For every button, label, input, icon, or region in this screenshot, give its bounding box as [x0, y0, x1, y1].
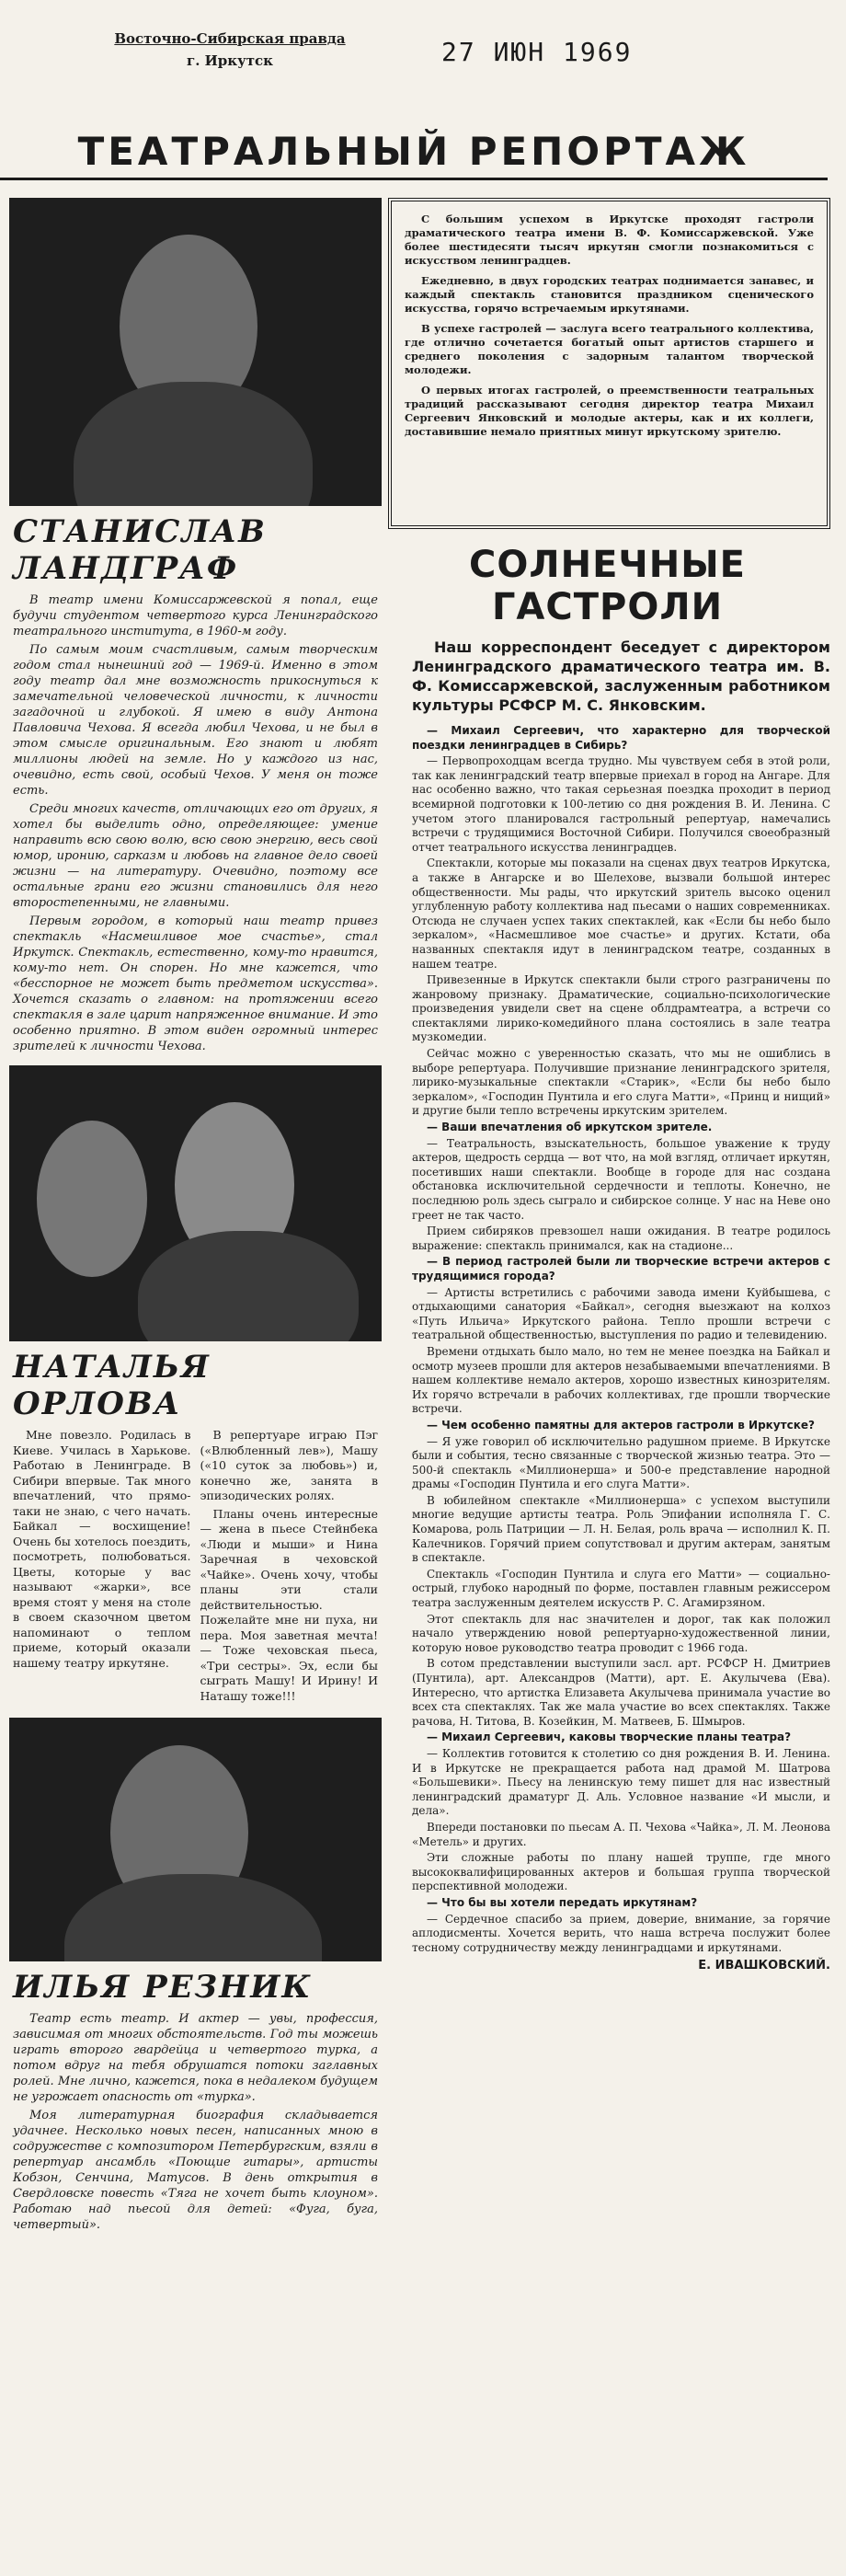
bio-paragraph: Планы очень интересные — жена в пьесе Стейнбека «Люди и мыши» и Нина Заречная в чеховской «Чайке». Очень хочу, чтобы планы эти стали действительностью. Пожелайте мне ни пуха, ни пера. Моя заветная мечта! — Тоже чеховская пьеса, «Три сестры». Эх, если бы сыграть Машу! И Ирину! И Наташу тоже!!!	[200, 1506, 378, 1703]
bio-reznik	[13, 2011, 378, 2233]
bio-paragraph: По самым моим счастливым, самым творческим годом стал нынешний год — 1969-й. Именно в этом году театр дал мне возможность прикоснуться к замечательной человеческой личности, к личности загадочной и глубокой. Я имею в виду Антона Павловича Чехова. Я всегда любил Чехова, и не был в этом смысле оригинальным. Его знают и любят миллионы людей на земле. Но у каждого из нас, очевидно, есть свой, особый Чехов. У меня он тоже есть.	[13, 643, 378, 798]
interview-answer: — Первопроходцам всегда трудно. Мы чувствуем себя в этой роли, так как ленинградский театр впервые приехал в город на Ангаре. Для нас особенно важно, что такая серьезная поездка проходит в период всемирной подготовки к 100-летию со дня рождения В. И. Ленина. С учетом этого планировался гастрольный репертуар, намечались встречи с трудящимися Восточной Сибири. Получился своеобразный отчет театрального искусства ленинградцев.	[412, 754, 830, 854]
newspaper-masthead	[55, 28, 405, 72]
interview-answer: В юбилейном спектакле «Миллионерша» с успехом выступили многие ведущие артисты театра. Роль Эпифании исполняла Г. С. Комарова, роль Патриции — Л. Н. Белая, роль врача — исполнил К. П. Калечников. Горячий прием сопутствовал и другим актерам, занятым в спектакле.	[412, 1493, 830, 1565]
interview-answer: Эти сложные работы по плану нашей труппе, где много высококвалифицированных актеров и большая группа творческой перспективной молодежи.	[412, 1851, 830, 1893]
interview-question: — Что бы вы хотели передать иркутянам?	[427, 1895, 698, 1909]
actor-name-landgraf: СТАНИСЛАВ ЛАНДГРАФ	[13, 513, 267, 587]
portrait-photo-orlova	[9, 1065, 382, 1341]
bio-column-right	[200, 1428, 379, 1707]
article-lede: Наш корреспондент беседует с директором Ленинградского драматического театра им. В. Ф. Комиссаржевской, заслуженным работником культуры РСФСР М. С. Янковским.	[412, 638, 830, 714]
newspaper-name: Восточно-Сибирская правда	[114, 30, 346, 47]
interview-answer: Спектакли, которые мы показали на сценах двух театров Иркутска, а также в Ангарске и во Шелехове, вызвали большой интерес общественности. Мы рады, что иркутский зритель высоко оценил углубленную работу коллектива над пьесами о наших современниках. Отсюда не случаен успех таких спектаклей, как «Если бы небо было зеркалом», «Насмешливое мое счастье» и других. Кстати, оба названных спектакля идут в ленинградском театре, созданных в нашем театре.	[412, 857, 830, 971]
interview-answer: Привезенные в Иркутск спектакли были строго разграничены по жанровому признаку. Драматические, социально-психологические произведения увидели свет на сцене облдрамтеатра, а встречи со спектаклями лирико-комедийного плана состоялись в зале театра музкомедии.	[412, 973, 830, 1044]
interview-answer: Спектакль «Господин Пунтила и слуга его Матти» — социально-острый, глубоко народный по форме, поставлен главным режиссером театра заслуженным деятелем искусств Р. С. Агамирзяном.	[412, 1567, 830, 1610]
interview-answer: Времени отдыхать было мало, но тем не менее поездка на Байкал и осмотр музеев прошли для актеров незабываемыми впечатлениями. В нашем коллективе немало актеров, хорошо известных кинозрителям. Их горячо встречали в рабочих коллективах, где прошли творческие встречи.	[412, 1344, 830, 1416]
interview-body	[412, 724, 830, 1955]
bio-paragraph: Первым городом, в который наш театр привез спектакль «Насмешливое мое счастье», стал Иркутск. Спектакль, естественно, кому-то нравится, кому-то нет. Он спорен. Но мне кажется, что «бесспорное не может быть предметом искусства». Хочется сказать о главном: на протяжении всего спектакля в зале царит напряженное внимание. И это особенно приятно. В этом виден огромный интерес зрителей к личности Чехова.	[13, 914, 378, 1053]
bio-paragraph: Среди многих качеств, отличающих его от других, я хотел бы выделить одно, определяющее: умение направить всю свою волю, всю свою энергию, весь свой юмор, иронию, сарказм и любовь на главное дело своей жизни — на литературу. Очевидно, поэтому все остальные грани его жизни становились для него второстепенными, не главными.	[13, 802, 378, 910]
bio-paragraph: Театр есть театр. И актер — увы, профессия, зависимая от многих обстоятельств. Год ты можешь играть второго гвардейца и четвертого турка, а потом вдруг на тебя обрушатся потоки заглавных ролей. Мне лично, кажется, пока в недалеком будущем не угрожает опасность от «турка».	[13, 2012, 378, 2104]
interview-question: — В период гастролей были ли творческие встречи актеров с трудящимися города?	[412, 1255, 830, 1282]
intro-paragraph: О первых итогах гастролей, о преемственности театральных традиций рассказывают сегодня директор театра Михаил Сергеевич Янковский и молодые актеры, как и их коллеги, доставившие немало приятных минут иркутскому зрителю.	[405, 384, 814, 438]
bio-paragraph: В репертуаре играю Пэг («Влюбленный лев»), Машу («10 суток за любовь») и, конечно же, занята в эпизодических ролях.	[200, 1428, 378, 1502]
interview-answer: Впереди постановки по пьесам А. П. Чехова «Чайка», Л. М. Леонова «Метель» и других.	[412, 1820, 830, 1848]
bio-orlova	[13, 1428, 378, 1707]
bio-paragraph: Мне повезло. Родилась в Киеве. Училась в Харькове. Работаю в Ленинграде. В Сибири впервые. Так много впечатлений, что прямо-таки не знаю, с чего начать. Байкал — восхищение! Очень бы хотелось поездить, посмотреть, полюбоваться. Цветы, которые у вас называют «жарки», все время стоят у меня на столе в своем сказочном цветом напоминают о теплом приеме, который оказали нашему театру иркутяне.	[13, 1428, 191, 1670]
actor-name-reznik: ИЛЬЯ РЕЗНИК	[13, 1969, 313, 2006]
bio-paragraph: Моя литературная биография складывается удачнее. Несколько новых песен, написанных мною в содружестве с композитором Петербургским, взяли в репертуар ансамбль «Поющие гитары», артисты Кобзон, Сенчина, Матусов. В день открытия в Свердловске повесть «Тяга не хочет быть клоуном». Работаю над пьесой для детей: «Фуга, буга, четвертый».	[13, 2109, 378, 2232]
intro-box	[388, 198, 830, 529]
interview-answer: — Я уже говорил об исключительно радушном приеме. В Иркутске были и события, тесно связанные с творческой жизнью театра. Это — 500-й спектакль «Миллионерша» и 500-е представление народной драмы «Господин Пунтила и его слуга Матти».	[412, 1434, 830, 1491]
intro-paragraph: С большим успехом в Иркутске проходят гастроли драматического театра имени В. Ф. Комиссаржевской. Уже более шестидесяти тысяч иркутян смогли познакомиться с искусством ленинградцев.	[405, 213, 814, 267]
interview-answer: Сейчас можно с уверенностью сказать, что мы не ошиблись в выборе репертуара. Получившие признание ленинградского зрителя, лирико-музыкальные спектакли «Старик», «Если бы небо было зеркалом», «Господин Пунтила и его слуга Матти», «Принц и нищий» и другие были тепло встречены иркутским зрителем.	[412, 1047, 830, 1118]
bio-paragraph: В театр имени Комиссаржевской я попал, еще будучи студентом четвертого курса Ленинградского театрального института, в 1960-м году.	[13, 593, 378, 638]
newspaper-city: г. Иркутск	[187, 52, 273, 69]
interview-answer: — Сердечное спасибо за прием, доверие, внимание, за горячие аплодисменты. Хочется верить, что наша встреча послужит более тесному сотрудничеству между ленинградцами и иркутянами.	[412, 1912, 830, 1954]
article-headline: СОЛНЕЧНЫЕ ГАСТРОЛИ	[469, 544, 746, 628]
interview-answer: — Театральность, взыскательность, большое уважение к труду актеров, щедрость сердца — вот что, на мой взгляд, отличает иркутян, посетивших наши спектакли. Вообще в городе для нас создана обстановка исключительной сердечности и теплоты. Конечно, не последнюю роль здесь сыграло и сибирское солнце. У нас на Неве оно греет не так часто.	[412, 1136, 830, 1222]
interview-answer: В сотом представлении выступили засл. арт. РСФСР Н. Дмитриев (Пунтила), арт. Александров (Матти), арт. Е. Акулычева (Ева). Интересно, что артистка Елизавета Акулычева принимала участие во всех ста спектаклях. Так же мала участие во всех спектаклях. Также рачова, Н. Титова, В. Козейкин, М. Матвеев, Б. Шмыров.	[412, 1657, 830, 1728]
article-byline: Е. ИВАШКОВСКИЙ.	[698, 1959, 830, 1973]
intro-paragraph: Ежедневно, в двух городских театрах поднимается занавес, и каждый спектакль становится праздником сценического искусства, горячо встречаемым иркутянами.	[405, 274, 814, 315]
interview-question: — Ваши впечатления об иркутском зрителе.	[427, 1121, 713, 1134]
right-column	[384, 198, 830, 1972]
bio-column-left	[13, 1428, 191, 1707]
interview-answer: — Коллектив готовится к столетию со дня рождения В. И. Ленина. И в Иркутске не прекращается работа над драмой М. Шатрова «Большевики». Пьесу на ленинскую тему пишет для нас известный ленинградский драматург Д. Аль. Условное название «И мысли, и дела».	[412, 1746, 830, 1818]
interview-question: — Михаил Сергеевич, каковы творческие планы театра?	[427, 1731, 792, 1744]
interview-question: — Михаил Сергеевич, что характерно для творческой поездки ленинградцев в Сибирь?	[412, 724, 830, 752]
interview-question: — Чем особенно памятны для актеров гастроли в Иркутске?	[427, 1418, 815, 1432]
date-stamp: 27 ИЮН 1969	[441, 37, 633, 67]
portrait-photo-landgraf	[9, 198, 382, 506]
bio-landgraf	[13, 592, 378, 1054]
actor-name-orlova: НАТАЛЬЯ ОРЛОВА	[13, 1349, 211, 1422]
section-title: ТЕАТРАЛЬНЫЙ РЕПОРТАЖ	[0, 129, 828, 180]
intro-paragraph: В успехе гастролей — заслуга всего театрального коллектива, где отлично сочетается богатый опыт артистов старшего и среднего поколения с задорным талантом творческой молодежи.	[405, 322, 814, 376]
interview-answer: Прием сибиряков превзошел наши ожидания. В театре родилось выражение: спектакль принимался, как на стадионе...	[412, 1225, 830, 1252]
left-column	[9, 198, 382, 2236]
interview-answer: — Артисты встретились с рабочими завода имени Куйбышева, с отдыхающими санатория «Байкал», сегодня выезжают на колхоз «Путь Ильича» Иркутского района. Тепло прошли встречи с театральной общественностью, выступления по радио и телевидению.	[412, 1285, 830, 1342]
interview-answer: Этот спектакль для нас значителен и дорог, так как положил начало утверждению новой репертуарно-художественной линии, которую новое руководство театра проводит с 1966 года.	[412, 1612, 830, 1654]
portrait-photo-reznik	[9, 1718, 382, 1961]
